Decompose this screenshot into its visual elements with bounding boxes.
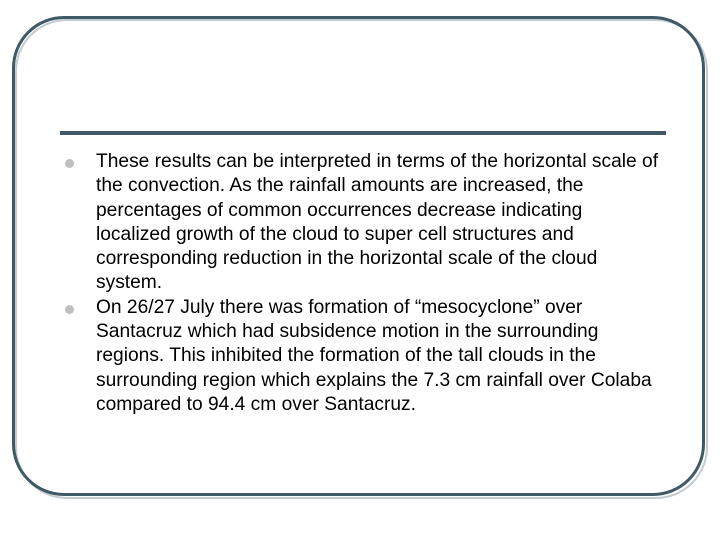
- title-divider: [60, 131, 666, 135]
- bullet-item: [62, 150, 662, 296]
- slide-body: [62, 150, 662, 417]
- bullet-item: [62, 296, 662, 417]
- bullet-text: On 26/27 July there was formation of “mesocyclone” over Santacruz which had subsidence motion in the surrounding regions. This inhibited the formation of the tall clouds in the surrounding region which explains the 7.3 cm rainfall over Colaba compared to 94.4 cm over Santacruz.: [96, 296, 652, 415]
- bullet-dot-icon: [65, 159, 74, 168]
- bullet-dot-icon: [65, 305, 74, 314]
- bullet-list: [62, 150, 662, 417]
- bullet-text: These results can be interpreted in terms of the horizontal scale of the convection. As the rainfall amounts are increased, the percentages of common occurrences decrease indicating localized growth of the cloud to super cell structures and corresponding reduction in the horizontal scale of the cloud system.: [96, 151, 659, 294]
